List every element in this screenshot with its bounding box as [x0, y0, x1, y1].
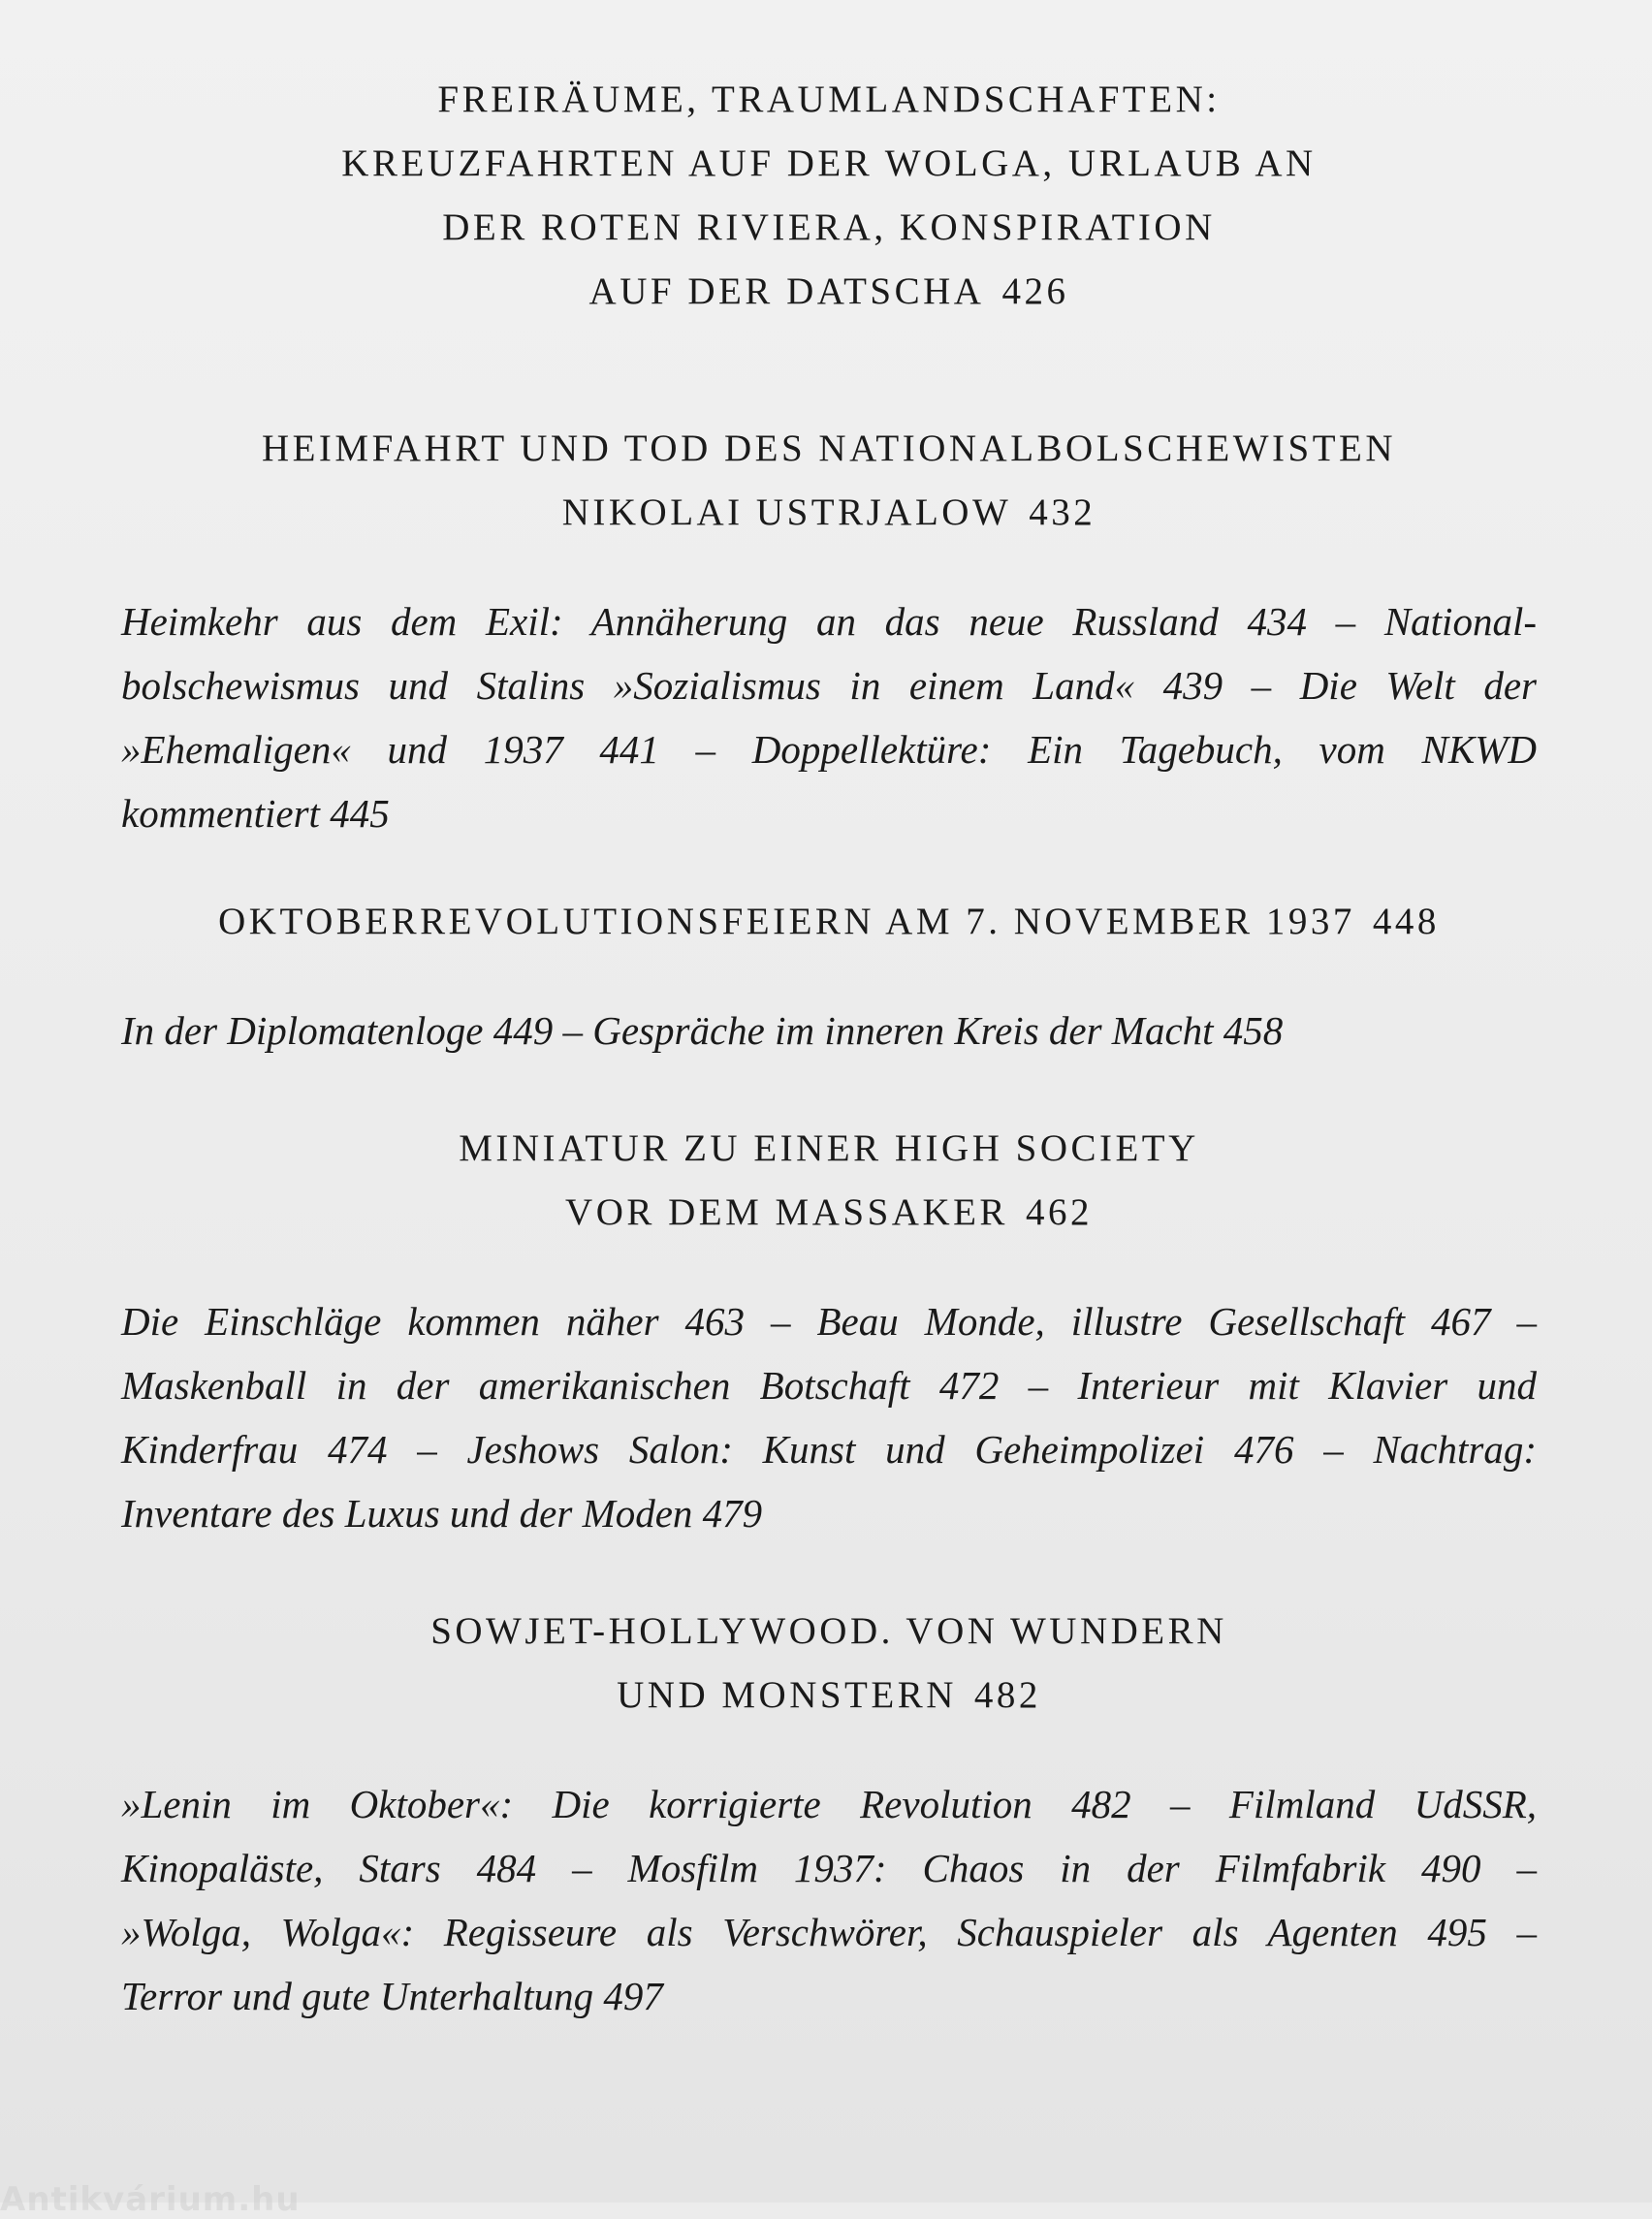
entry-line: kommentiert 445 [121, 791, 390, 836]
heading-line: KREUZFAHRTEN AUF DER WOLGA, URLAUB AN [341, 143, 1317, 184]
page-number: 482 [973, 1674, 1041, 1716]
section-entries [121, 589, 1537, 845]
entry-line: bolschewismus und Stalins »Sozialismus in einem Land« 439 – Die Welt der [121, 663, 1537, 708]
section-heading [121, 68, 1537, 324]
section-heading [121, 417, 1537, 545]
section-entries [121, 1772, 1537, 2028]
watermark: Antikvárium.hu [0, 2180, 301, 2219]
entry-line: Maskenball in der amerikanischen Botschaft 472 – Interieur mit Klavier und [121, 1363, 1537, 1408]
heading-line: MINIATUR ZU EINER HIGH SOCIETY [459, 1127, 1199, 1169]
page-number: 462 [1025, 1191, 1093, 1233]
heading-line: SOWJET-HOLLYWOOD. VON WUNDERN [430, 1610, 1227, 1652]
heading-line: AUF DER DATSCHA 426 [588, 270, 1069, 312]
page-number: 432 [1029, 491, 1096, 533]
section-entries [121, 999, 1537, 1062]
page-number: 426 [1001, 270, 1069, 312]
heading-line: OKTOBERREVOLUTIONSFEIERN AM 7. NOVEMBER 1937 448 [218, 901, 1440, 942]
entry-line: »Wolga, Wolga«: Regisseure als Verschwörer, Schauspieler als Agenten 495 – [121, 1910, 1537, 1954]
heading-line: UND MONSTERN 482 [617, 1674, 1041, 1716]
entry-line: Inventare des Luxus und der Moden 479 [121, 1491, 763, 1536]
section-heading [121, 890, 1537, 954]
section-entries [121, 1289, 1537, 1545]
heading-line: DER ROTEN RIVIERA, KONSPIRATION [442, 206, 1216, 248]
entry-line: Die Einschläge kommen näher 463 – Beau Monde, illustre Gesellschaft 467 – [121, 1299, 1537, 1344]
entry-line: »Lenin im Oktober«: Die korrigierte Revolution 482 – Filmland UdSSR, [121, 1782, 1537, 1826]
heading-line: VOR DEM MASSAKER 462 [565, 1191, 1093, 1233]
entry-line: Heimkehr aus dem Exil: Annäherung an das neue Russland 434 – National- [121, 599, 1537, 644]
section-heading [121, 1600, 1537, 1728]
heading-line: NIKOLAI USTRJALOW 432 [561, 491, 1096, 533]
heading-line: FREIRÄUME, TRAUMLANDSCHAFTEN: [437, 79, 1221, 120]
section-heading [121, 1117, 1537, 1245]
table-of-contents [121, 68, 1537, 2028]
entry-line: In der Diplomatenloge 449 – Gespräche im inneren Kreis der Macht 458 [121, 1008, 1284, 1053]
entry-line: Kinopaläste, Stars 484 – Mosfilm 1937: Chaos in der Filmfabrik 490 – [121, 1846, 1537, 1890]
entry-line: »Ehemaligen« und 1937 441 – Doppellektüre: Ein Tagebuch, vom NKWD [121, 727, 1537, 772]
entry-line: Kinderfrau 474 – Jeshows Salon: Kunst und Geheimpolizei 476 – Nachtrag: [121, 1427, 1537, 1472]
page-number: 448 [1372, 901, 1440, 942]
heading-line: HEIMFAHRT UND TOD DES NATIONALBOLSCHEWISTEN [261, 428, 1397, 469]
entry-line: Terror und gute Unterhaltung 497 [121, 1974, 663, 2018]
